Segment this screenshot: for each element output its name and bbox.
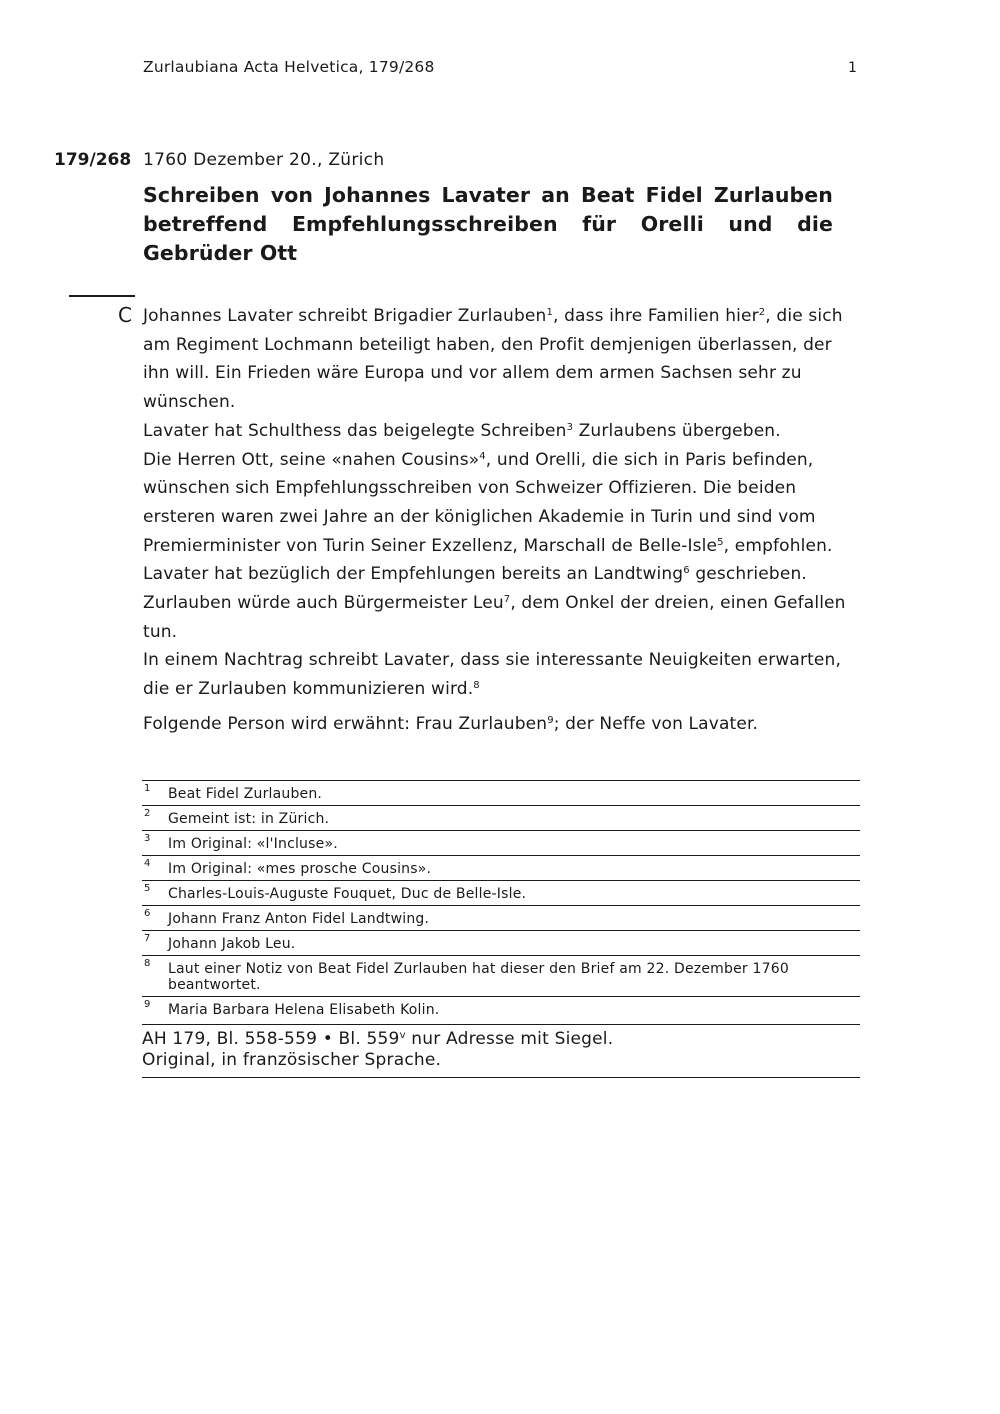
summary-paragraph <box>143 417 863 446</box>
footnote-number: 4 <box>144 858 151 869</box>
summary-text: , und Orelli, die sich in Paris befinden, wünschen sich Empfehlungsschreiben von Schweizer Offizieren. Die beiden ersteren waren zwei Jahre an der königlichen Akademie in Turin und sind vom Premierminister von Turin Seiner Exzellenz, Marschall de Belle-Isle <box>143 449 816 556</box>
footnote <box>142 855 860 880</box>
summary-text: , dass ihre Familien hier <box>552 306 759 326</box>
page-number: 1 <box>848 60 857 76</box>
summary-text: Johannes Lavater schreibt Brigadier Zurlauben <box>143 306 547 326</box>
source-text: nur Adresse mit Siegel. <box>405 1029 614 1049</box>
summary-text: Zurlaubens übergeben. <box>573 420 781 441</box>
footnote-ref[interactable]: 2 <box>758 307 766 318</box>
footnote-number: 3 <box>144 833 151 844</box>
footnote <box>142 805 860 830</box>
footnote-text: Maria Barbara Helena Elisabeth Kolin. <box>168 1002 440 1018</box>
footnote-ref[interactable]: 1 <box>546 307 553 318</box>
summary-text: , die sich am Regiment Lochmann beteiligt haben, den Profit demjenigen überlassen, der ihn will. Ein Frieden wäre Europa und vor allem dem armen Sachsen sehr zu wünschen. <box>143 306 843 413</box>
footnote <box>142 880 860 905</box>
summary-text: Lavater hat Schulthess das beigelegte Schreiben <box>143 420 567 441</box>
footnote-text: Im Original: «l'Incluse». <box>168 836 338 852</box>
running-head: Zurlaubiana Acta Helvetica, 179/268 <box>143 58 435 76</box>
summary-text: , empfohlen. Lavater hat bezüglich der Empfehlungen bereits an Landtwing <box>143 535 833 585</box>
summary-paragraph <box>143 302 863 417</box>
footnote-ref[interactable]: 5 <box>717 536 724 548</box>
footnote-number: 8 <box>144 958 151 969</box>
date-place: 1760 Dezember 20., Zürich <box>143 150 385 170</box>
footnote-text: Im Original: «mes prosche Cousins». <box>168 861 432 877</box>
footnote-number: 7 <box>144 933 151 944</box>
footnote <box>142 905 860 930</box>
footnote-text: Johann Jakob Leu. <box>168 936 296 952</box>
summary-text: In einem Nachtrag schreibt Lavater, dass sie interessante Neuigkeiten erwarten, die er Zurlauben kommunizieren wird. <box>143 650 842 700</box>
source-line <box>142 1029 860 1050</box>
footnotes <box>142 780 860 1078</box>
footnote-ref[interactable]: 7 <box>503 594 511 606</box>
source-citation <box>142 1024 860 1078</box>
footnote <box>142 830 860 855</box>
summary-text: Die Herren Ott, seine «nahen Cousins» <box>143 449 480 470</box>
source-text: AH 179, Bl. 558-559 • Bl. 559 <box>142 1029 400 1049</box>
footnote-ref[interactable]: 4 <box>479 450 486 462</box>
footnote-text: Beat Fidel Zurlauben. <box>168 786 323 802</box>
footnote <box>142 996 860 1021</box>
summary-text: geschrieben. Zurlauben würde auch Bürgermeister Leu <box>143 564 807 614</box>
footnote <box>142 930 860 955</box>
summary-paragraph <box>143 646 863 703</box>
footnote <box>142 955 860 996</box>
summary-text: , dem Onkel der dreien, einen Gefallen tun. <box>143 593 846 642</box>
persons-text: Folgende Person wird erwähnt: Frau Zurlauben <box>143 714 548 734</box>
source-line: Original, in französischer Sprache. <box>142 1050 442 1070</box>
section-rule <box>69 295 135 297</box>
footnote-number: 5 <box>144 883 151 894</box>
footnote-text: Gemeint ist: in Zürich. <box>168 811 330 827</box>
classification-marker: C <box>118 303 132 327</box>
footnote-text: Johann Franz Anton Fidel Landtwing. <box>168 911 430 927</box>
document-title: Schreiben von Johannes Lavater an Beat Fidel Zurlauben betreffend Empfehlungsschreiben für Orelli und die Gebrüder Ott <box>143 183 833 265</box>
footnote-ref[interactable]: 8 <box>473 680 480 692</box>
footnote-number: 2 <box>144 808 151 819</box>
footnote-number: 1 <box>144 783 151 794</box>
summary <box>143 302 863 704</box>
persons-text: ; der Neffe von Lavater. <box>553 714 759 734</box>
verso-mark: v <box>399 1030 406 1041</box>
persons-mentioned <box>143 710 863 738</box>
footnote-number: 9 <box>144 999 151 1010</box>
footnote-ref[interactable]: 9 <box>547 715 554 726</box>
summary-paragraph <box>143 446 863 647</box>
footnote-text: Laut einer Notiz von Beat Fidel Zurlauben hat dieser den Brief am 22. Dezember 1760 beantwortet. <box>168 961 789 993</box>
document-number: 179/268 <box>54 150 132 170</box>
footnote <box>142 780 860 805</box>
footnote-text: Charles-Louis-Auguste Fouquet, Duc de Belle-Isle. <box>168 886 527 902</box>
footnote-number: 6 <box>144 908 151 919</box>
footnote-ref[interactable]: 6 <box>683 565 690 577</box>
footnote-ref[interactable]: 3 <box>566 421 574 433</box>
